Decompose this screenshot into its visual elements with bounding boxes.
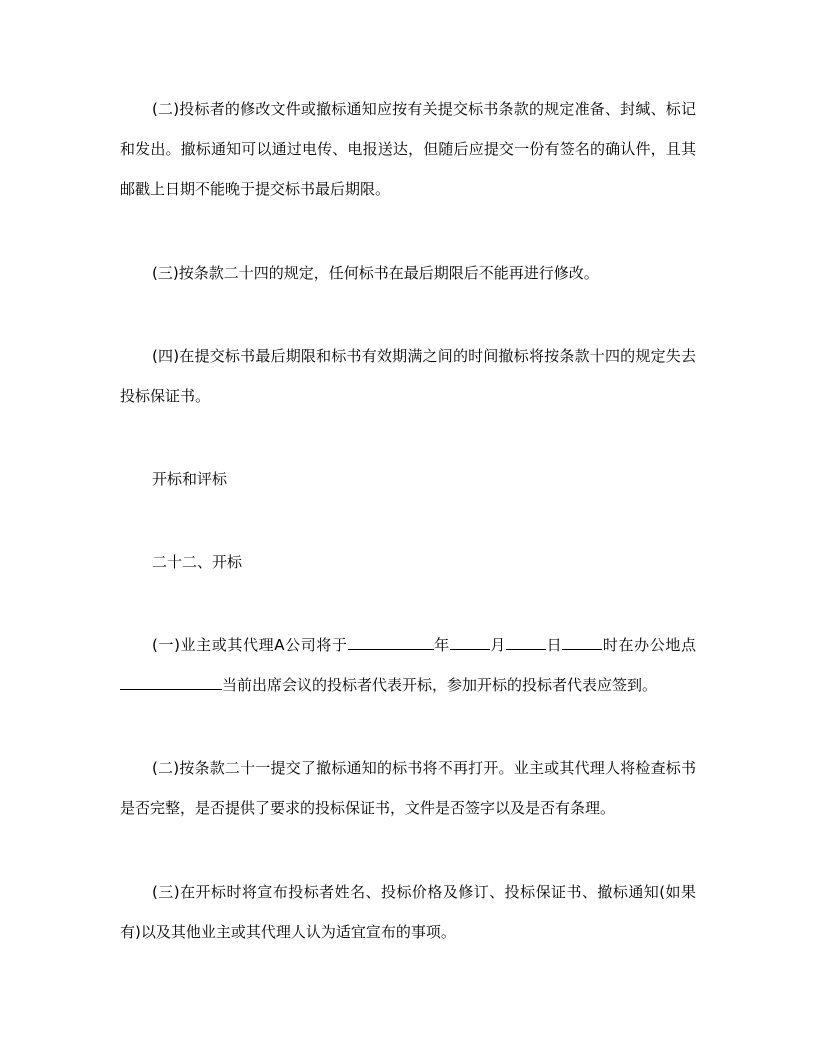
paragraph-withdrawn-bids-not-opened: (二)按条款二十一提交了撤标通知的标书将不再打开。业主或其代理人将检查标书是否完整，是否提供了要求的投标保证书，文件是否签字以及是否有条理。 bbox=[120, 759, 696, 817]
paragraph-bid-opening bbox=[120, 625, 696, 705]
location-blank bbox=[120, 671, 222, 690]
opening-text-part2: 当前出席会议的投标者代表开标，参加开标的投标者代表应签到。 bbox=[222, 676, 658, 694]
paragraph-no-modification-after-deadline: (三)按条款二十四的规定，任何标书在最后期限后不能再进行修改。 bbox=[152, 264, 599, 282]
paragraph-bid-modification: (二)投标者的修改文件或撤标通知应按有关提交标书条款的规定准备、封缄、标记和发出。撤标通知可以通过电传、电报送达，但随后应提交一份有签名的确认件，且其邮戳上日期不能晚于提交标书最后期限。 bbox=[120, 100, 696, 198]
article-title: 二十二、开标 bbox=[152, 553, 243, 571]
day-blank bbox=[506, 631, 546, 650]
hour-blank bbox=[562, 631, 602, 650]
year-label: 年 bbox=[433, 636, 450, 654]
date-blank bbox=[348, 631, 434, 650]
opening-text-part1: (一)业主或其代理A公司将于 bbox=[152, 636, 348, 654]
month-blank bbox=[450, 631, 490, 650]
hour-location-label: 时在办公地点 bbox=[602, 636, 696, 654]
section-title: 开标和评标 bbox=[152, 470, 228, 488]
month-label: 月 bbox=[489, 636, 507, 654]
paragraph-announcement-items: (三)在开标时将宣布投标者姓名、投标价格及修订、投标保证书、撤标通知(如果有)以及其他业主或其代理人认为适宜宣布的事项。 bbox=[120, 883, 696, 941]
paragraph-withdrawal-forfeit: (四)在提交标书最后期限和标书有效期满之间的时间撤标将按条款十四的规定失去投标保证书。 bbox=[120, 347, 696, 405]
day-label: 日 bbox=[546, 636, 563, 654]
